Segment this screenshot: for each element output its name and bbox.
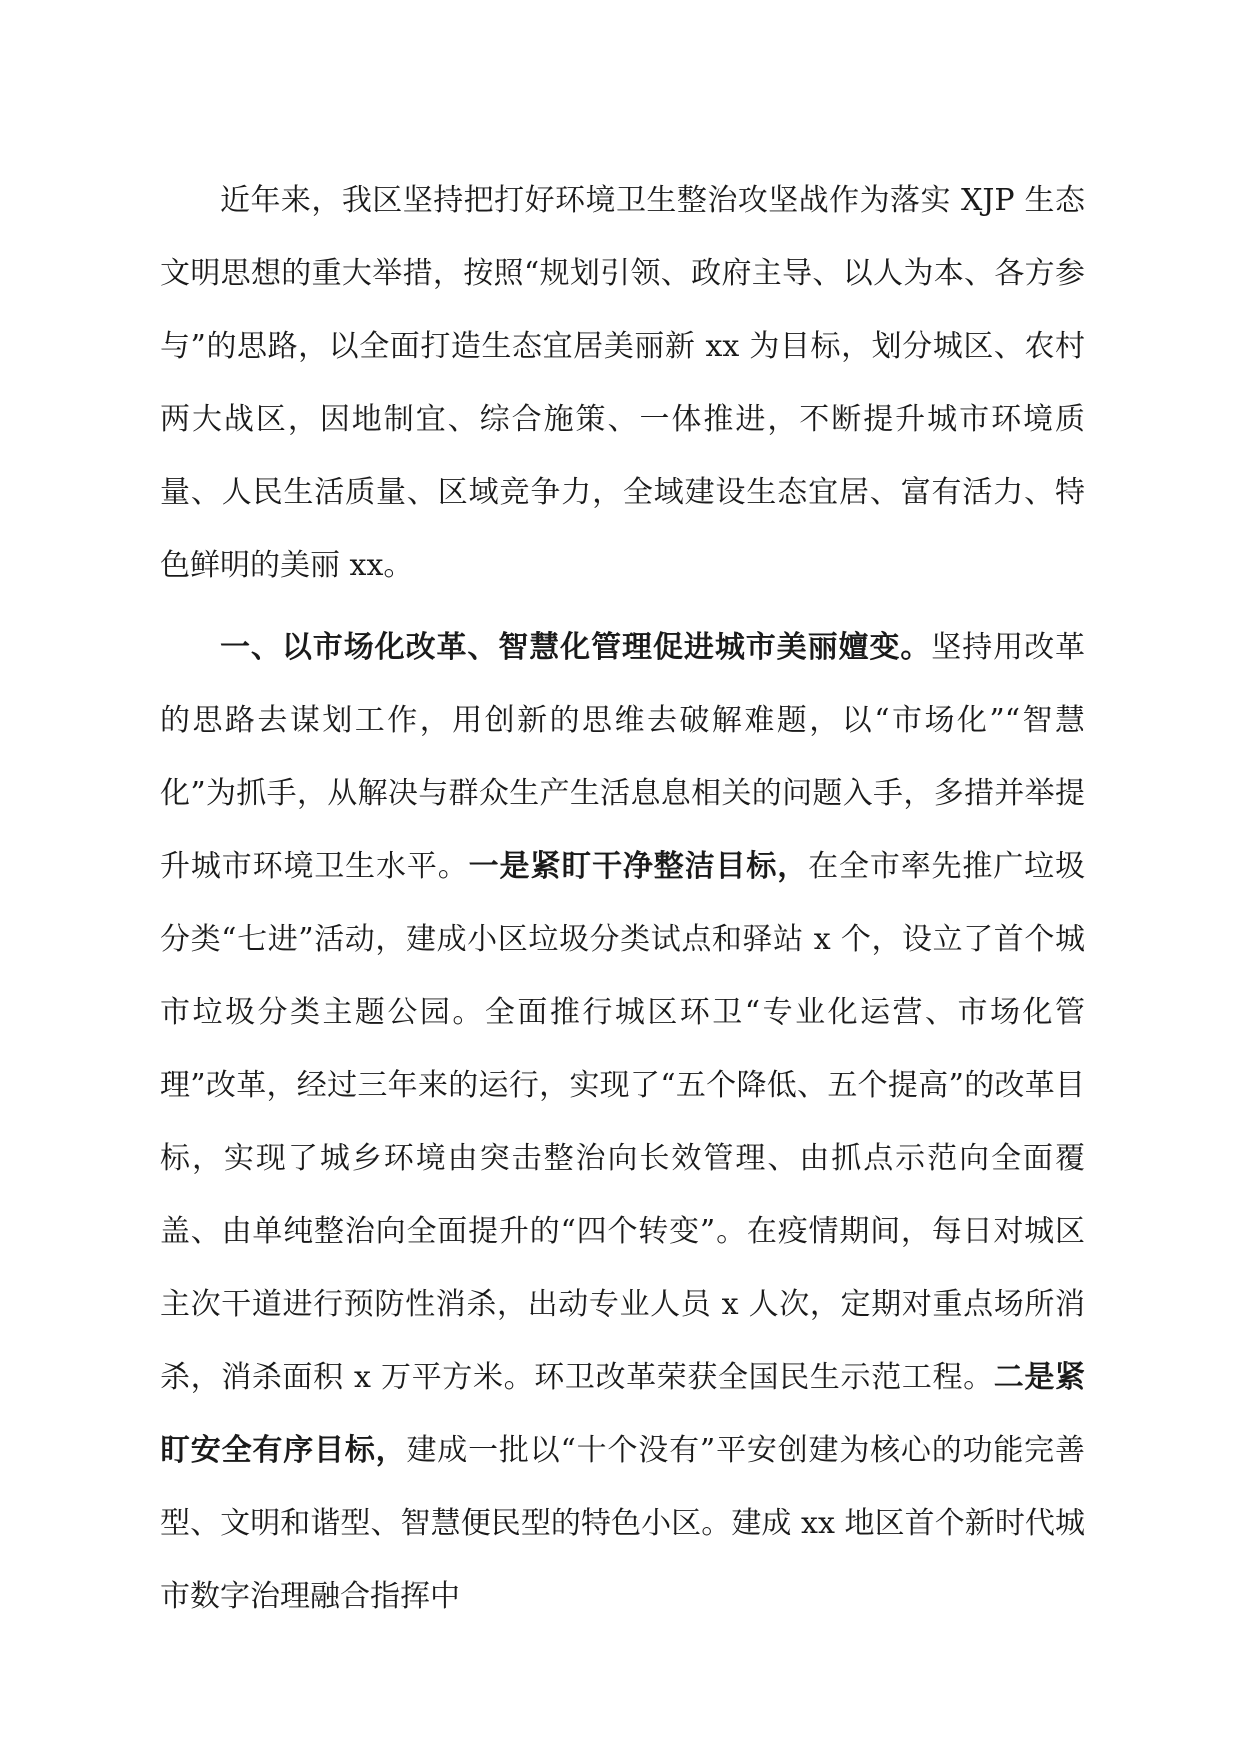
- section-one-heading: 一、以市场化改革、智慧化管理促进城市美丽嬗变。: [220, 630, 932, 665]
- intro-paragraph: [160, 164, 1085, 602]
- section-one-text: 坚持用改革的思路去谋划工作，用创新的思维去破解难题，以“市场化”“智慧化”为抓手，从解决与群众生产生活息息相关的问题入手，多措并举提升城市环境卫生水平。: [160, 630, 1086, 884]
- point-one-heading: 一是紧盯干净整洁目标，: [468, 849, 809, 884]
- section-one-paragraph: [160, 611, 1085, 1633]
- document-body: [160, 164, 1085, 1633]
- point-two-heading: 二是紧盯安全有序目标，: [160, 1360, 1086, 1468]
- point-one-text: 在全市率先推广垃圾分类“七进”活动，建成小区垃圾分类试点和驿站 x 个，设立了首个城市垃圾分类主题公园。全面推行城区环卫“专业化运营、市场化管理”改革，经过三年来的运行，实现了“五个降低、五个提高”的改革目标，实现了城乡环境由突击整治向长效管理、由抓点示范向全面覆盖、由单纯整治向全面提升的“四个转变”。在疫情期间，每日对城区主次干道进行预防性消杀，出动专业人员 x 人次，定期对重点场所消杀，消杀面积 x 万平方米。环卫改革荣获全国民生示范工程。: [160, 849, 1086, 1395]
- intro-text: 近年来，我区坚持把打好环境卫生整治攻坚战作为落实 XJP 生态文明思想的重大举措，按照“规划引领、政府主导、以人为本、各方参与”的思路，以全面打造生态宜居美丽新 xx 为目标，划分城区、农村两大战区，因地制宜、综合施策、一体推进，不断提升城市环境质量、人民生活质量、区域竞争力，全域建设生态宜居、富有活力、特色鲜明的美丽 xx。: [160, 183, 1085, 583]
- point-two-text: 建成一批以“十个没有”平安创建为核心的功能完善型、文明和谐型、智慧便民型的特色小区。建成 xx 地区首个新时代城市数字治理融合指挥中: [160, 1433, 1085, 1614]
